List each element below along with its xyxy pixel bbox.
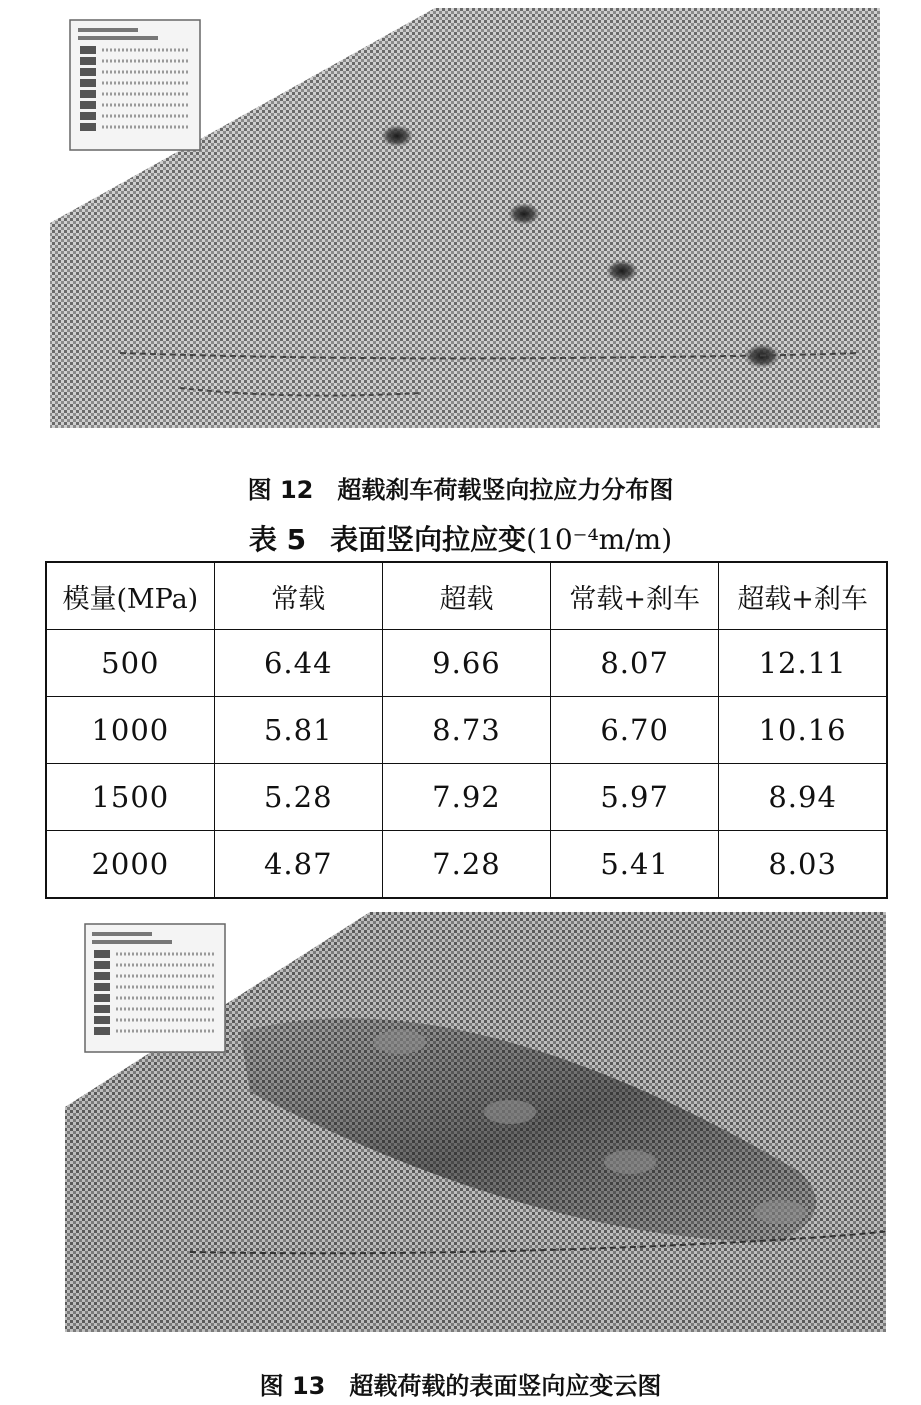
figure-12-number: 图 12 — [247, 476, 314, 504]
stress-spot — [508, 203, 540, 225]
figure-13-title: 超载荷载的表面竖向应变云图 — [349, 1372, 662, 1400]
table-cell: 4.87 — [214, 831, 382, 899]
table-cell: 1500 — [46, 764, 214, 831]
figure-13-number: 图 13 — [259, 1372, 326, 1400]
strain-spot — [374, 1030, 426, 1054]
table-row — [46, 831, 887, 899]
header-overload-braking: 超载+刹车 — [719, 562, 887, 630]
legend-box — [70, 20, 200, 150]
header-modulus: 模量(MPa) — [46, 562, 214, 630]
table-cell: 7.92 — [382, 764, 550, 831]
table-cell: 8.73 — [382, 697, 550, 764]
strain-spot — [754, 1200, 806, 1224]
table-cell: 2000 — [46, 831, 214, 899]
figure-12-title: 超载刹车荷载竖向拉应力分布图 — [337, 476, 674, 504]
table-cell: 500 — [46, 630, 214, 697]
table-cell: 8.07 — [551, 630, 719, 697]
table-row — [46, 764, 887, 831]
table-row — [46, 697, 887, 764]
table-row — [46, 630, 887, 697]
table-cell: 5.97 — [551, 764, 719, 831]
table-cell: 5.41 — [551, 831, 719, 899]
stress-spot — [381, 125, 413, 147]
header-overload: 超载 — [382, 562, 550, 630]
table-header-row — [46, 562, 887, 630]
table-5-title-text: 表面竖向拉应变 — [330, 523, 527, 556]
table-5-number: 表 5 — [248, 523, 307, 556]
figure-13-caption — [0, 1366, 921, 1401]
stress-spot — [606, 260, 638, 282]
table-cell: 12.11 — [719, 630, 887, 697]
figure-13-contour-plot — [40, 912, 886, 1332]
figure-12-caption — [0, 470, 921, 505]
strain-spot — [484, 1100, 536, 1124]
figure-12-contour-plot — [40, 8, 880, 428]
table-cell: 6.70 — [551, 697, 719, 764]
table-cell: 9.66 — [382, 630, 550, 697]
table-cell: 5.28 — [214, 764, 382, 831]
header-normal-load: 常载 — [214, 562, 382, 630]
table-cell: 10.16 — [719, 697, 887, 764]
table-cell: 5.81 — [214, 697, 382, 764]
table-cell: 6.44 — [214, 630, 382, 697]
table-cell: 7.28 — [382, 831, 550, 899]
table-cell: 8.03 — [719, 831, 887, 899]
strain-spot — [604, 1150, 656, 1174]
table-cell: 8.94 — [719, 764, 887, 831]
table-cell: 1000 — [46, 697, 214, 764]
legend-box — [85, 924, 225, 1052]
table-5-title — [0, 518, 921, 558]
table-5 — [45, 561, 888, 899]
header-normal-load-braking: 常载+刹车 — [551, 562, 719, 630]
table-5-unit: (10⁻⁴m/m) — [526, 523, 673, 556]
